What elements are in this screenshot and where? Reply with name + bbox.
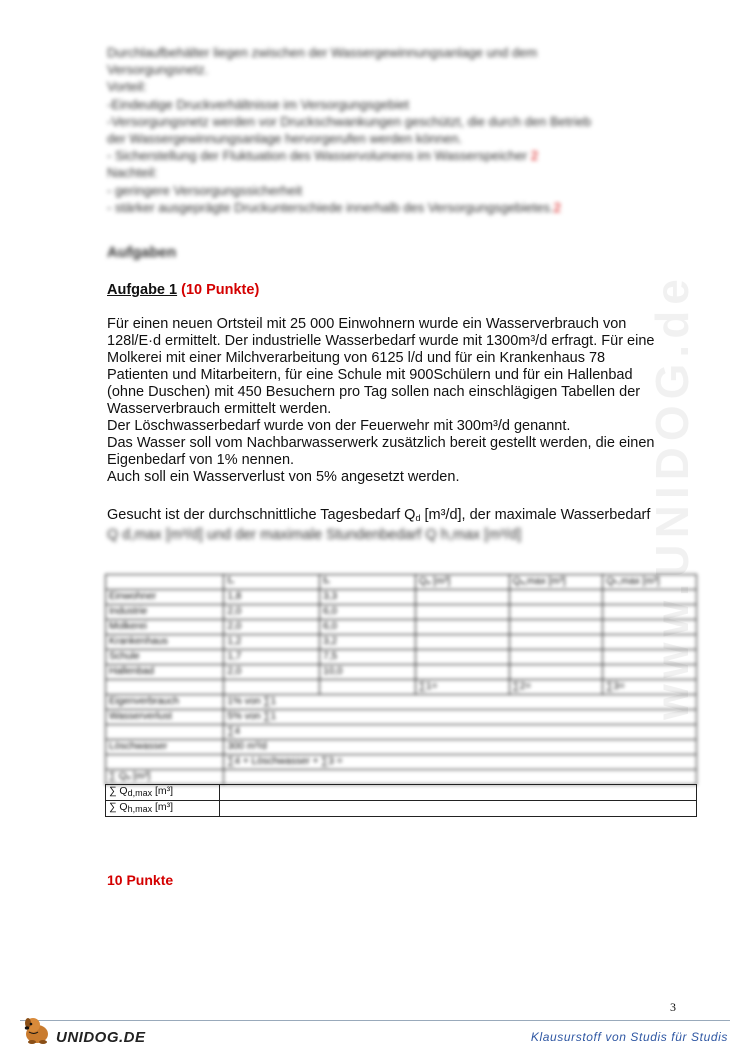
task-title: Aufgabe 1 (107, 282, 178, 298)
task-line: 128l/E·d ermittelt. Der industrielle Wasserbedarf wurde mit 1300m³/d erfragt. Für eine (107, 333, 655, 349)
table-cell (106, 575, 224, 590)
table-cell: Hallenbad (106, 665, 224, 680)
logo-text: UNIDOG.DE (56, 1029, 146, 1046)
task-line: (ohne Duschen) mit 450 Besuchern pro Tag sollen nach einschlägigen Tabellen der (107, 384, 641, 400)
task-line: Wasserverbrauch ermittelt werden. (107, 401, 332, 417)
intro-line: Durchlaufbehälter liegen zwischen der Wassergewinnungsanlage und dem (107, 45, 538, 60)
table-row (106, 740, 697, 755)
table-row (106, 785, 697, 801)
table-cell (415, 665, 509, 680)
table-cell: Löschwasser (106, 740, 224, 755)
intro-line: - stärker ausgeprägte Druckunterschiede innerhalb des Versorgungsgebietes.2 (107, 199, 561, 215)
table-row (106, 605, 697, 620)
table-cell: 5% von ∑1 (224, 710, 697, 725)
table-cell: Schule (106, 650, 224, 665)
intro-line: Vorteil: (107, 79, 147, 95)
table-cell: Qₐ,max [m³] (509, 575, 603, 590)
table-cell (415, 635, 509, 650)
score-mark: 2 (530, 148, 539, 164)
table-cell (509, 605, 603, 620)
table-cell (224, 770, 697, 785)
table-cell: 6,0 (320, 605, 416, 620)
table-cell (603, 605, 697, 620)
footer-slogan: Klausurstoff von Studis für Studis (530, 1030, 728, 1044)
table-cell: 300 m³/d (224, 740, 697, 755)
table-cell: 2,0 (224, 665, 320, 680)
table-row (106, 635, 697, 650)
intro-line: - Sicherstellung der Fluktuation des Wasservolumens im Wasserspeicher 2 (107, 148, 539, 164)
table-cell: ∑4 (224, 725, 697, 740)
table-cell (603, 635, 697, 650)
table-cell: 1,2 (224, 635, 320, 650)
table-cell (106, 755, 224, 770)
table-cell: 3,2 (320, 635, 416, 650)
table-row (106, 665, 697, 680)
task-points: (10 Punkte) (181, 282, 260, 298)
table-cell (224, 680, 320, 695)
table-cell (106, 725, 224, 740)
table-cell: 2,0 (224, 620, 320, 635)
table-cell (603, 650, 697, 665)
table-cell: ∑ $Q_{d,max}$ [m³] (106, 785, 220, 801)
table-clear-part (105, 784, 697, 817)
table-row (106, 725, 697, 740)
table-cell (509, 650, 603, 665)
intro-line: Versorgungsnetz. (107, 62, 209, 78)
table-row (106, 770, 697, 785)
task-line: Das Wasser soll vom Nachbarwasserwerk zusätzlich bereit gestellt werden, die einen (107, 435, 655, 451)
task-heading (107, 282, 259, 298)
intro-line: Nachteil: (107, 165, 158, 181)
table-cell (415, 590, 509, 605)
intro-line: der Wassergewinnungsanlage hervorgerufen werden können. (107, 131, 463, 147)
table-cell: 7,5 (320, 650, 416, 665)
table-cell (219, 785, 696, 801)
unidog-logo (20, 1014, 146, 1046)
task-description (107, 316, 707, 486)
task-line: Eigenbedarf von 1% nennen. (107, 452, 295, 468)
table-cell (320, 680, 416, 695)
table-cell: 6,0 (320, 620, 416, 635)
table-cell: Krankenhaus (106, 635, 224, 650)
task-line: Patienten und Mitarbeitern, für eine Schule mit 900Schülern und für ein Hallenbad (107, 367, 633, 383)
table-cell: ∑4 + Löschwasser + ∑3 = (224, 755, 697, 770)
dog-icon (20, 1014, 54, 1046)
task-question (107, 507, 707, 544)
table-cell: 1% von ∑1 (224, 695, 697, 710)
table-cell: Eigenverbrauch (106, 695, 224, 710)
table-row (106, 801, 697, 817)
table-cell (603, 665, 697, 680)
table-cell (509, 665, 603, 680)
table-row (106, 710, 697, 725)
table-cell (509, 590, 603, 605)
table-cell (219, 801, 696, 817)
table-cell: ∑3= (603, 680, 697, 695)
table-cell: ∑ $Q_{h,max}$ [m³] (106, 801, 220, 817)
table-cell: 2,0 (224, 605, 320, 620)
intro-line: -Versorgungsnetz werden vor Druckschwankungen geschützt, die durch den Betrieb (107, 113, 592, 129)
table-cell: ∑2= (509, 680, 603, 695)
page-number: 3 (670, 1000, 676, 1014)
table-cell: ∑ Qₐ [m³] (106, 770, 224, 785)
task-line: Molkerei mit einer Milchverarbeitung von 6125 l/d und für ein Krankenhaus 78 (107, 350, 606, 366)
table-cell (415, 605, 509, 620)
intro-line: - geringere Versorgungssicherheit (107, 182, 303, 198)
score-mark: 2 (553, 199, 561, 215)
task-line: Auch soll ein Wasserverlust von 5% angesetzt werden. (107, 469, 460, 485)
table-row (106, 695, 697, 710)
table-cell: Einwohner (106, 590, 224, 605)
table-cell (509, 620, 603, 635)
table-cell (603, 620, 697, 635)
table-blurred-part (105, 574, 697, 785)
table-cell: 1,8 (224, 590, 320, 605)
table-row (106, 755, 697, 770)
task-line: Für einen neuen Ortsteil mit 25 000 Einwohnern wurde ein Wasserverbrauch von (107, 316, 627, 332)
points-total: 10 Punkte (107, 872, 174, 888)
question-line: Gesucht ist der durchschnittliche Tagesbedarf $Q_d$ [m³/d], der maximale Wasserbedarf (107, 507, 651, 523)
table-cell (415, 650, 509, 665)
table-cell: 3,3 (320, 590, 416, 605)
intro-line: -Eindeutige Druckverhältnisse im Versorgungsgebiet (107, 96, 410, 112)
table-cell: 10,0 (320, 665, 416, 680)
table-cell: fₕ (320, 575, 416, 590)
table-header-row (106, 575, 697, 590)
section-heading: Aufgaben (107, 244, 177, 261)
table-cell: fₙ (224, 575, 320, 590)
task-line: Der Löschwasserbedarf wurde von der Feuerwehr mit 300m³/d genannt. (107, 418, 571, 434)
calculation-table (105, 574, 697, 817)
table-sum-row (106, 680, 697, 695)
table-cell: 1,7 (224, 650, 320, 665)
table-cell: ∑1= (415, 680, 509, 695)
table-row (106, 620, 697, 635)
table-cell: Qₕ,max [m³] (603, 575, 697, 590)
intro-text-block (107, 44, 687, 216)
table-cell: Wasserverlust (106, 710, 224, 725)
watermark: www.UNIDOG.de (646, 273, 698, 720)
table-cell (603, 590, 697, 605)
table-cell (106, 680, 224, 695)
question-line-blurred: Q d,max [m³/d] und der maximale Stundenbedarf Q h,max [m³/d] (107, 527, 522, 543)
table-cell: Molkerei (106, 620, 224, 635)
table-cell (509, 635, 603, 650)
table-cell (415, 620, 509, 635)
table-cell: Qₐ [m³] (415, 575, 509, 590)
table-row (106, 590, 697, 605)
table-cell: Industrie (106, 605, 224, 620)
table-row (106, 650, 697, 665)
